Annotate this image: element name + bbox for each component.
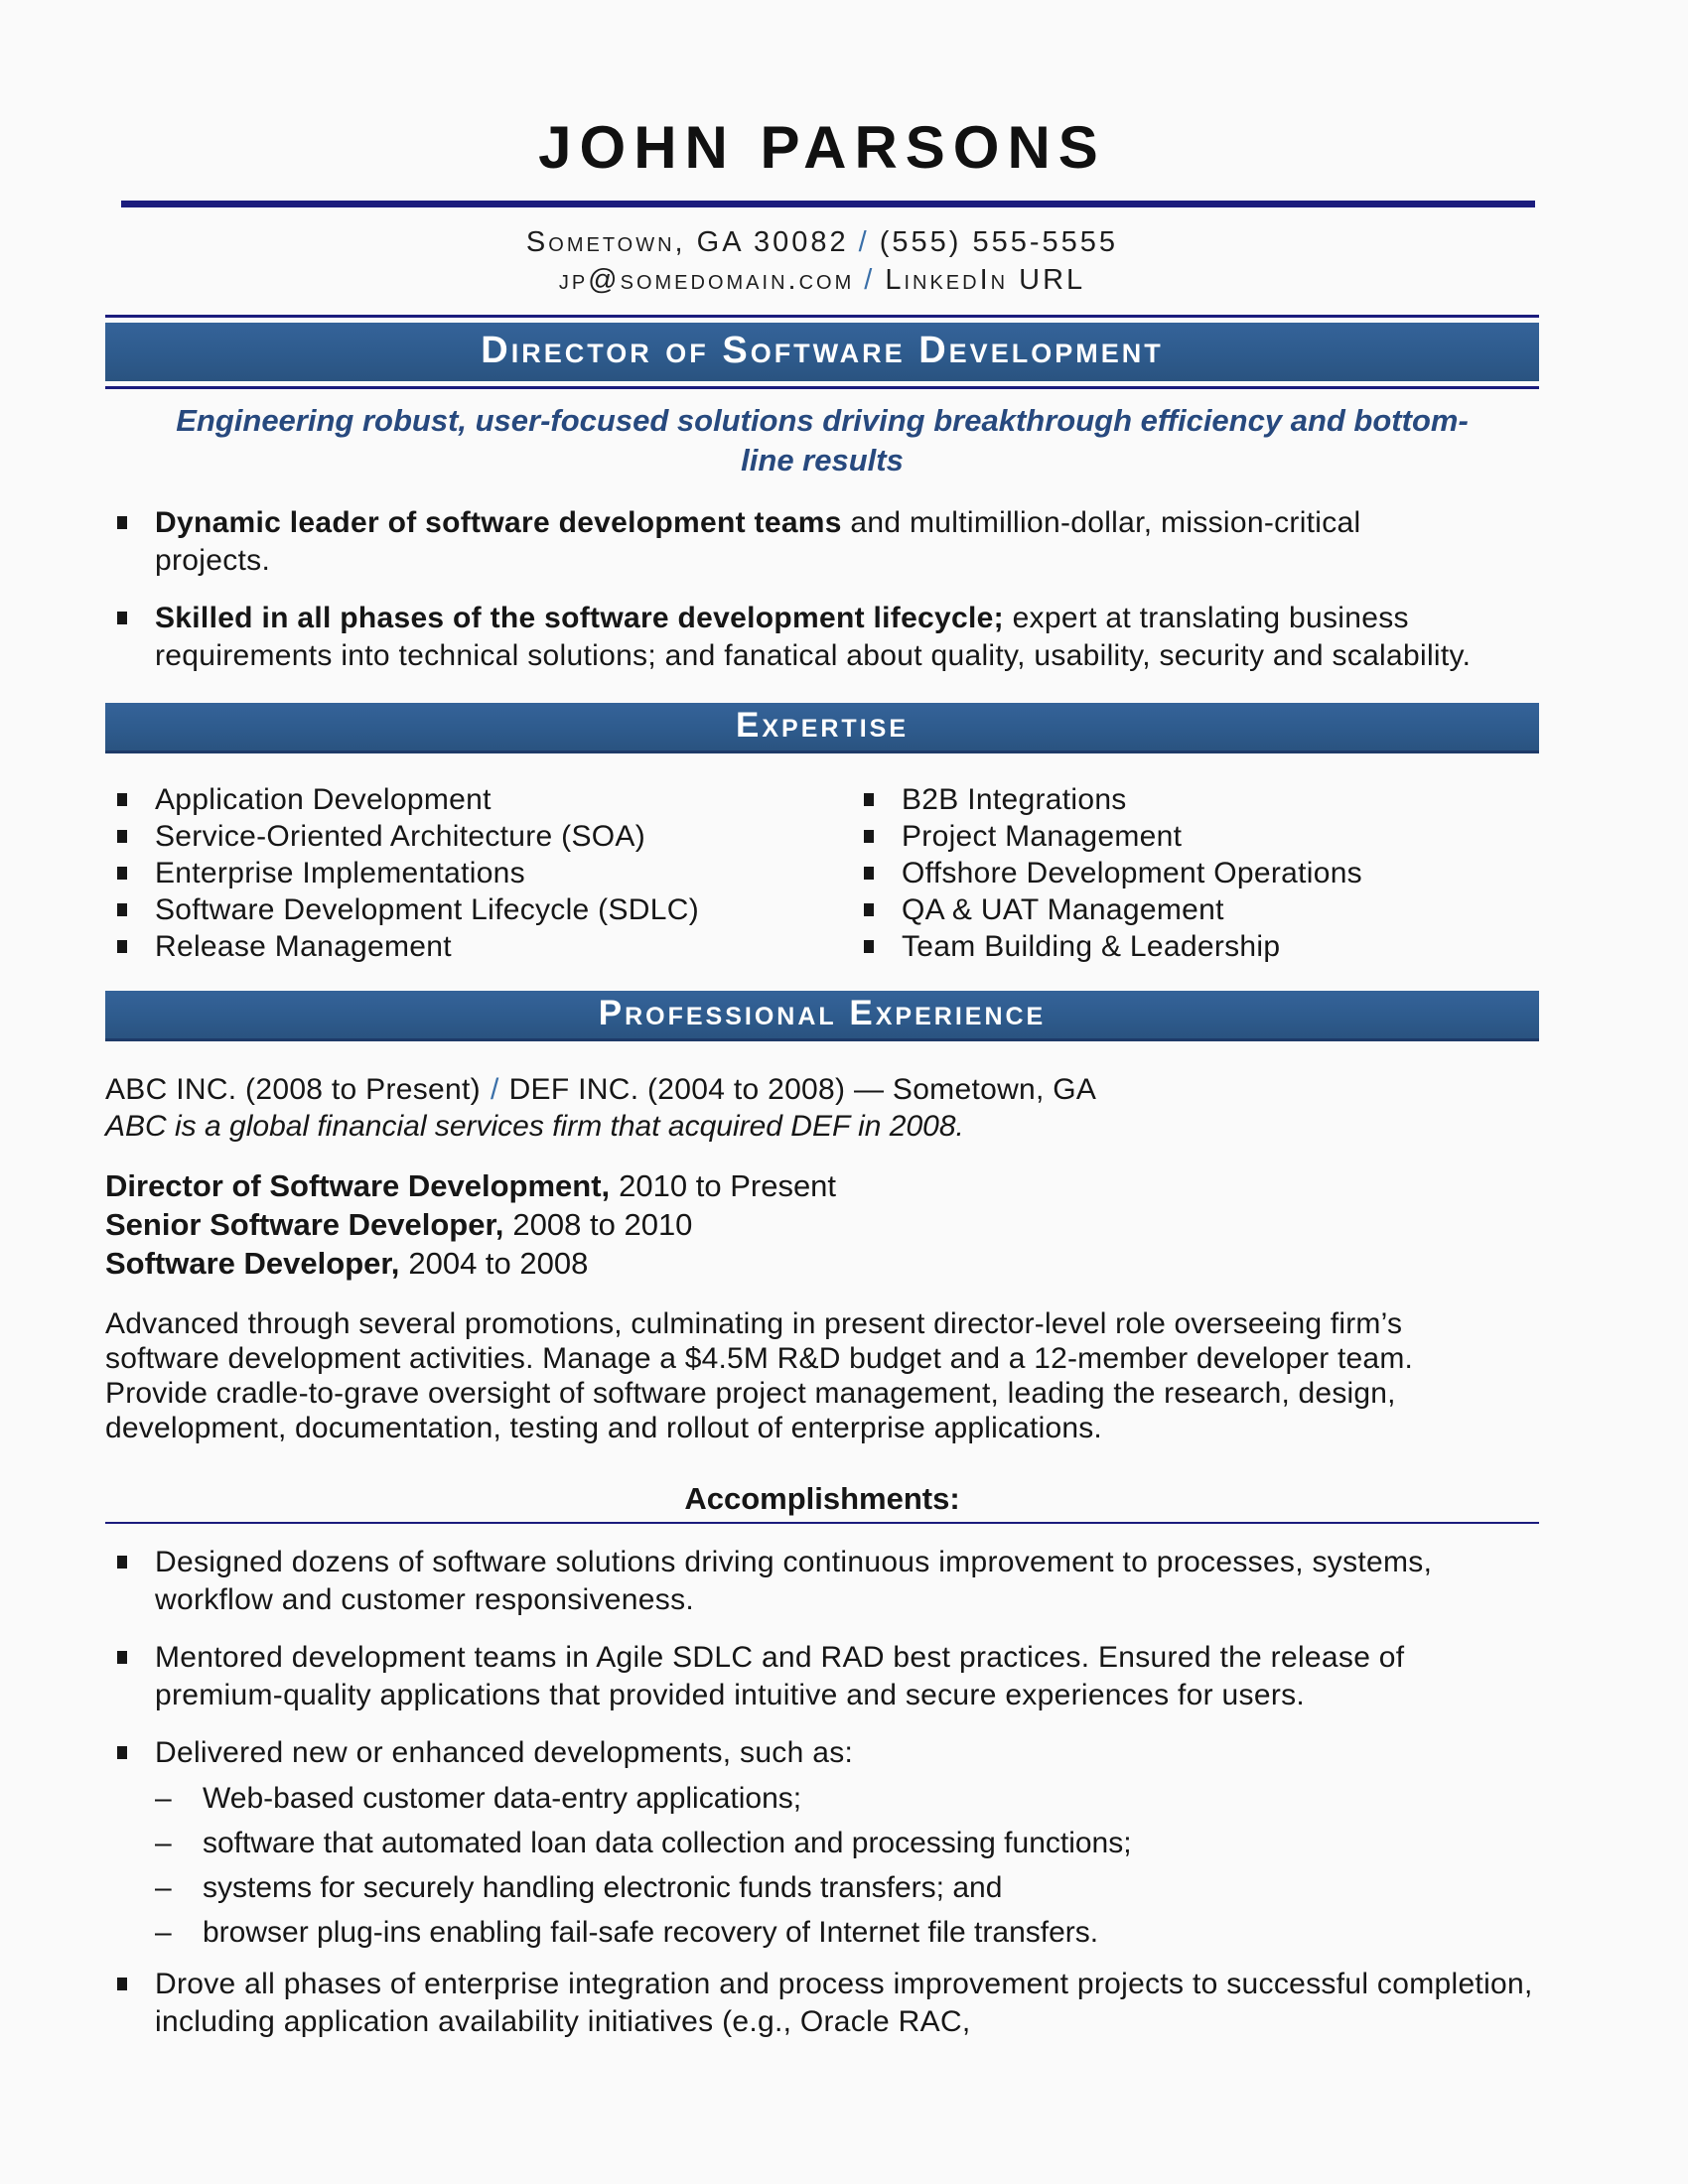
- summary-bullet-2-rest: expert at translating business requirements into technical solutions; and fanatical about quality, usability, security and scalability.: [155, 602, 1472, 672]
- accomplishments-list: [105, 1544, 1539, 2041]
- roles-list: [105, 1166, 1539, 1283]
- accomplishment-bullet: [105, 1544, 1539, 1619]
- summary-bullets: [105, 504, 1539, 675]
- expertise-column-left: [105, 781, 852, 965]
- resume-header: [105, 114, 1539, 299]
- role-title: Software Developer,: [105, 1246, 400, 1281]
- expertise-section: [105, 703, 1539, 753]
- company-note: ABC is a global financial services firm that acquired DEF in 2008.: [105, 1110, 964, 1143]
- role-line: [105, 1244, 1539, 1283]
- bullet-square-icon: [117, 793, 127, 806]
- summary-bullet-1-rest: and multimillion-dollar, mission-critical projects.: [155, 506, 1361, 577]
- role-line: [105, 1166, 1539, 1205]
- accomplishment-bullet: [105, 1966, 1539, 2041]
- expertise-item-label: Project Management: [902, 820, 1183, 853]
- experience-section: [105, 991, 1539, 1041]
- sub-bullet-dash: –: [155, 1916, 172, 1949]
- summary-bullet-2: [105, 600, 1539, 675]
- expertise-item: [852, 855, 1362, 891]
- accomplishment-bullet: [105, 1639, 1539, 1714]
- expertise-columns: [105, 781, 1539, 965]
- role-dates: 2008 to 2010: [512, 1207, 693, 1242]
- job-title-banner: Director of Software Development: [105, 323, 1539, 381]
- bullet-square-icon: [117, 940, 127, 953]
- expertise-item-label: Offshore Development Operations: [902, 857, 1362, 889]
- sub-bullet-dash: –: [155, 1782, 172, 1815]
- role-line: [105, 1205, 1539, 1244]
- expertise-item-label: QA & UAT Management: [902, 893, 1224, 926]
- company-abc: ABC INC. (2008 to Present): [105, 1073, 481, 1106]
- expertise-item: [852, 928, 1362, 965]
- accomplishment-text: Drove all phases of enterprise integration and process improvement projects to successful completion, including application availability initiatives (e.g., Oracle RAC,: [155, 1968, 1533, 2038]
- title-banner-top-rule: [105, 315, 1539, 318]
- sub-bullet-text: Web-based customer data-entry applications;: [203, 1782, 802, 1815]
- expertise-item: [105, 855, 852, 891]
- summary-bullet-1-text: [155, 504, 1476, 580]
- candidate-name: JOHN PARSONS: [538, 114, 1106, 181]
- expertise-item-label: Team Building & Leadership: [902, 930, 1281, 963]
- expertise-item: [105, 928, 852, 965]
- role-title: Senior Software Developer,: [105, 1207, 504, 1242]
- bullet-square-icon: [864, 867, 874, 880]
- sub-bullet-text: systems for securely handling electronic funds transfers; and: [203, 1871, 1003, 1904]
- role-dates: 2004 to 2008: [408, 1246, 589, 1281]
- tagline: Engineering robust, user-focused solutions driving breakthrough efficiency and bottom-line results: [176, 403, 1469, 478]
- contact-linkedin: LinkedIn URL: [885, 264, 1086, 296]
- expertise-column-right: [852, 781, 1362, 965]
- contact-separator-1: /: [858, 226, 870, 258]
- bullet-square-icon: [117, 867, 127, 880]
- expertise-item-label: Application Development: [155, 783, 492, 816]
- expertise-item-label: Enterprise Implementations: [155, 857, 525, 889]
- summary-bullet-1-lead: Dynamic leader of software development teams: [155, 506, 842, 539]
- title-banner-bottom-rule: [105, 386, 1539, 389]
- sub-bullet-text: browser plug-ins enabling fail-safe recovery of Internet file transfers.: [203, 1916, 1099, 1949]
- summary-bullet-2-lead: Skilled in all phases of the software development lifecycle;: [155, 602, 1004, 634]
- contact-city: Sometown, GA 30082: [525, 226, 849, 258]
- bullet-square-icon: [864, 830, 874, 843]
- contact-phone: (555) 555-5555: [879, 226, 1119, 258]
- experience-summary: Advanced through several promotions, culminating in present director-level role overseeing firm’s software development activities. Manage a $4.5M R&D budget and a 12-member developer team. Provide cradle-to-grave oversight of software project management, leading the research, design, development, documentation, testing and rollout of enterprise applications.: [105, 1307, 1414, 1444]
- bullet-square-icon: [864, 793, 874, 806]
- sub-bullet: [141, 1825, 1539, 1862]
- role-title: Director of Software Development,: [105, 1168, 611, 1203]
- header-divider-rule: [121, 201, 1535, 207]
- expertise-item: [105, 891, 852, 928]
- summary-bullet-1: [105, 504, 1539, 580]
- contact-email: jp@somedomain.com: [558, 264, 855, 296]
- bullet-square-icon: [117, 903, 127, 916]
- accomplishment-text: Designed dozens of software solutions driving continuous improvement to processes, systems, workflow and customer responsiveness.: [155, 1546, 1433, 1616]
- contact-line-1: [105, 223, 1539, 299]
- bullet-square-icon: [117, 1746, 127, 1759]
- company-separator: /: [490, 1073, 499, 1106]
- accomplishments-heading: Accomplishments:: [684, 1481, 960, 1516]
- accomplishment-bullet: [105, 1734, 1539, 1772]
- delivered-sub-list: [141, 1780, 1539, 1952]
- summary-bullet-2-text: [155, 600, 1476, 675]
- role-dates: 2010 to Present: [619, 1168, 837, 1203]
- contact-separator-2: /: [864, 264, 876, 296]
- expertise-item: [105, 781, 852, 818]
- company-def: DEF INC. (2004 to 2008) — Sometown, GA: [508, 1073, 1097, 1106]
- expertise-item: [852, 781, 1362, 818]
- expertise-item-label: B2B Integrations: [902, 783, 1127, 816]
- bullet-square-icon: [864, 940, 874, 953]
- expertise-item: [852, 818, 1362, 855]
- expertise-item-label: Software Development Lifecycle (SDLC): [155, 893, 699, 926]
- bullet-square-icon: [117, 612, 127, 624]
- accomplishment-text: Mentored development teams in Agile SDLC and RAD best practices. Ensured the release of premium-quality applications that provided intuitive and secure experiences for users.: [155, 1641, 1405, 1711]
- sub-bullet: [141, 1914, 1539, 1952]
- sub-bullet-dash: –: [155, 1827, 172, 1859]
- bullet-square-icon: [864, 903, 874, 916]
- expertise-item: [105, 818, 852, 855]
- bullet-square-icon: [117, 516, 127, 529]
- bullet-square-icon: [117, 1651, 127, 1664]
- experience-banner: Professional Experience: [105, 991, 1539, 1041]
- bullet-square-icon: [117, 1978, 127, 1990]
- bullet-square-icon: [117, 830, 127, 843]
- accomplishments-rule: [105, 1522, 1539, 1524]
- expertise-item: [852, 891, 1362, 928]
- sub-bullet: [141, 1780, 1539, 1818]
- sub-bullet: [141, 1869, 1539, 1907]
- expertise-banner: Expertise: [105, 703, 1539, 753]
- accomplishment-text: Delivered new or enhanced developments, such as:: [155, 1736, 854, 1769]
- expertise-item-label: Release Management: [155, 930, 452, 963]
- title-banner-group: [105, 315, 1539, 389]
- expertise-item-label: Service-Oriented Architecture (SOA): [155, 820, 646, 853]
- company-line: [105, 1071, 1539, 1108]
- sub-bullet-text: software that automated loan data collection and processing functions;: [203, 1827, 1132, 1859]
- sub-bullet-dash: –: [155, 1871, 172, 1904]
- bullet-square-icon: [117, 1556, 127, 1569]
